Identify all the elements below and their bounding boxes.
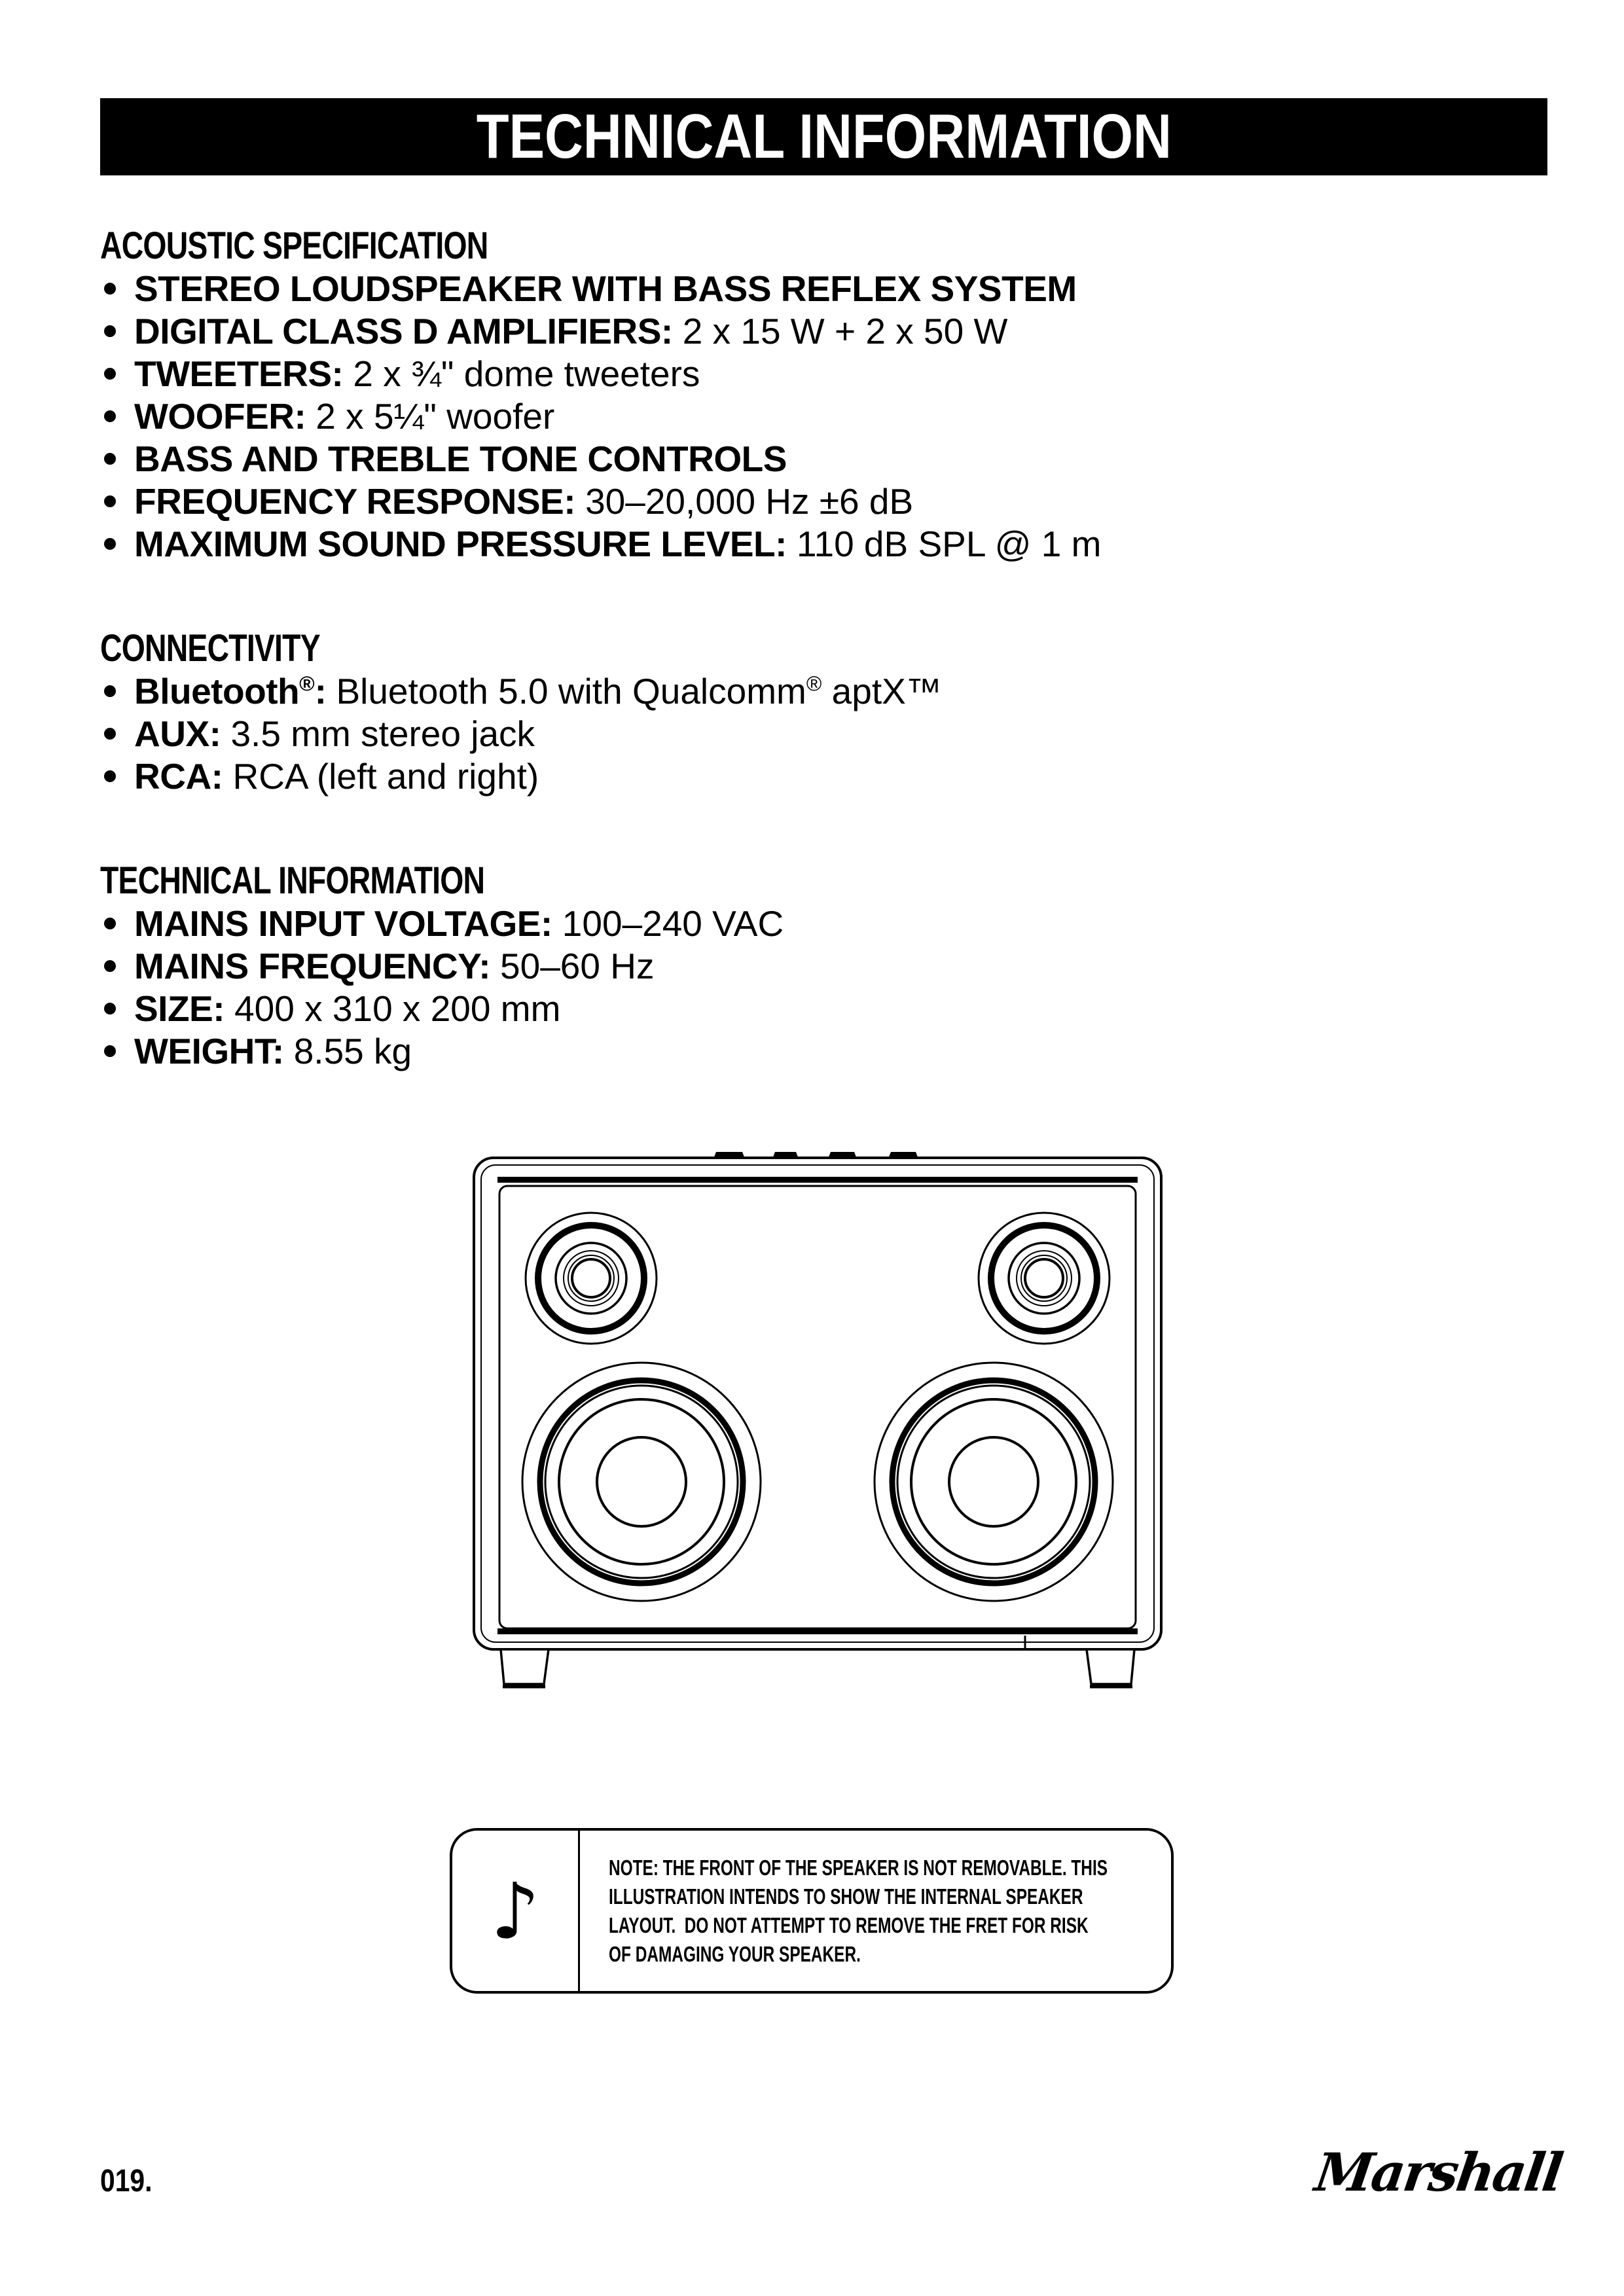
spec-text-block xyxy=(100,224,1278,1072)
item-value: RCA (left and right) xyxy=(232,755,539,797)
item-value: 2 x 5¼" woofer xyxy=(316,395,555,437)
spec-item xyxy=(100,755,1278,797)
item-label: TWEETERS: xyxy=(134,353,344,394)
title-bar xyxy=(100,98,1547,175)
item-value: 30–20,000 Hz ±6 dB xyxy=(585,480,914,522)
note-line: LAYOUT. DO NOT ATTEMPT TO REMOVE THE FRET FOR RISK xyxy=(609,1912,1089,1937)
spec-item xyxy=(100,437,1278,480)
section-heading-acoustic: ACOUSTIC SPECIFICATION xyxy=(100,224,488,267)
spec-item xyxy=(100,902,1278,944)
item-label: MAINS FREQUENCY: xyxy=(134,945,491,986)
bullet-icon xyxy=(104,728,116,740)
item-label: WOOFER: xyxy=(134,395,306,437)
bullet-icon xyxy=(104,770,116,782)
music-note-icon: ♪ xyxy=(490,1865,540,1956)
item-value: 2 x 15 W + 2 x 50 W xyxy=(682,310,1008,351)
bullet-icon xyxy=(104,283,116,295)
item-label: WEIGHT: xyxy=(134,1030,284,1071)
item-label: DIGITAL CLASS D AMPLIFIERS: xyxy=(134,310,673,351)
bullet-icon xyxy=(104,1045,116,1057)
item-label: FREQUENCY RESPONSE: xyxy=(134,480,576,522)
speaker-illustration xyxy=(473,1150,1163,1693)
section-heading-connectivity: CONNECTIVITY xyxy=(100,627,320,670)
bullet-icon xyxy=(104,410,116,422)
spec-item xyxy=(100,352,1278,395)
note-box xyxy=(450,1828,1174,1994)
bullet-icon xyxy=(104,918,116,929)
bullet-icon xyxy=(104,1003,116,1014)
item-label: Bluetooth®: xyxy=(134,670,327,711)
spec-item xyxy=(100,944,1278,987)
bullet-icon xyxy=(104,325,116,337)
item-value: 2 x ¾" dome tweeters xyxy=(353,353,700,394)
spec-item xyxy=(100,310,1278,352)
item-label: SIZE: xyxy=(134,988,225,1029)
foot-left xyxy=(501,1649,549,1687)
item-value: 110 dB SPL @ 1 m xyxy=(796,523,1102,564)
spec-item xyxy=(100,987,1278,1030)
spec-item xyxy=(100,712,1278,755)
item-label: BASS AND TREBLE TONE CONTROLS xyxy=(134,438,787,479)
item-label: STEREO LOUDSPEAKER WITH BASS REFLEX SYSTEM xyxy=(134,268,1077,309)
item-value: 3.5 mm stereo jack xyxy=(230,713,535,754)
item-value: 8.55 kg xyxy=(293,1030,412,1071)
spec-item xyxy=(100,395,1278,437)
marshall-logo: Marshall xyxy=(1311,2142,1565,2203)
note-line: OF DAMAGING YOUR SPEAKER. xyxy=(609,1941,861,1966)
section-heading-technical: TECHNICAL INFORMATION xyxy=(100,859,485,902)
bullet-icon xyxy=(104,685,116,697)
item-label: MAXIMUM SOUND PRESSURE LEVEL: xyxy=(134,523,787,564)
item-label: AUX: xyxy=(134,713,221,754)
spec-item xyxy=(100,267,1278,310)
foot-right xyxy=(1087,1649,1134,1687)
item-value: Bluetooth 5.0 with Qualcomm® aptX™ xyxy=(336,670,942,711)
item-value: 400 x 310 x 200 mm xyxy=(234,988,561,1029)
bullet-icon xyxy=(104,368,116,380)
item-value: 100–240 VAC xyxy=(562,903,784,944)
spec-item xyxy=(100,670,1278,712)
note-icon-cell xyxy=(452,1831,580,1991)
note-text xyxy=(580,1831,1283,1991)
note-line: ILLUSTRATION INTENDS TO SHOW THE INTERNAL SPEAKER xyxy=(609,1884,1083,1909)
page-number: 019. xyxy=(100,2164,153,2198)
item-value: 50–60 Hz xyxy=(500,945,655,986)
page-title: TECHNICAL INFORMATION xyxy=(476,101,1172,171)
spec-item xyxy=(100,522,1278,565)
bullet-icon xyxy=(104,495,116,507)
note-line: NOTE: THE FRONT OF THE SPEAKER IS NOT REMOVABLE. THIS xyxy=(609,1855,1108,1880)
item-label: RCA: xyxy=(134,755,223,797)
spec-item xyxy=(100,1030,1278,1072)
bullet-icon xyxy=(104,453,116,465)
bullet-icon xyxy=(104,538,116,550)
bullet-icon xyxy=(104,960,116,972)
item-label: MAINS INPUT VOLTAGE: xyxy=(134,903,552,944)
spec-item xyxy=(100,480,1278,522)
